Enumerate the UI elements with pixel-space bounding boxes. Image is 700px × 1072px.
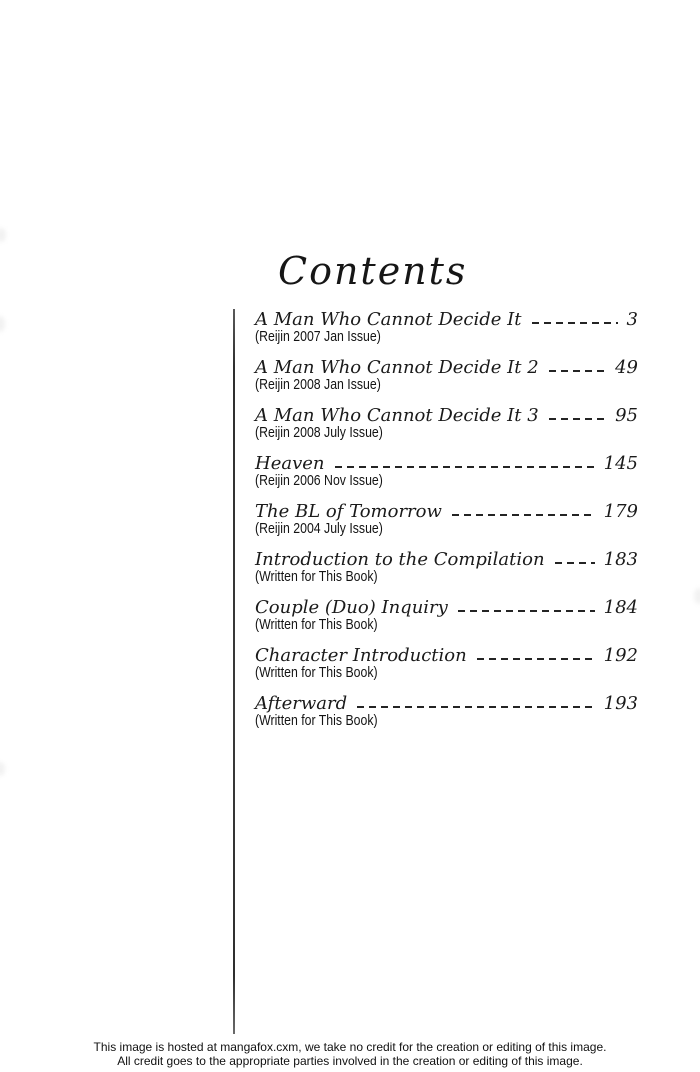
toc-entry-line [255,358,638,377]
dash-leader [477,658,595,660]
toc-entry-page: 184 [603,597,638,618]
dash-leader [335,466,595,468]
toc-entry-line [255,454,638,473]
toc-entry-title: Introduction to the Compilation [255,549,545,570]
scan-smudge [694,588,700,604]
toc-entry [255,694,638,742]
dash-leader [549,370,606,372]
toc-entry-page: 192 [603,645,638,666]
dash-leader [549,418,606,420]
toc-entry-subtitle: (Written for This Book) [255,664,378,681]
toc-entry-subtitle: (Reijin 2007 Jan Issue) [255,328,381,345]
dash-leader [452,514,595,516]
scan-smudge [0,316,5,332]
toc-entry-title: A Man Who Cannot Decide It 2 [255,357,539,378]
hosting-notice-line2: All credit goes to the appropriate parties involved in the creation or editing of this image. [117,1054,583,1068]
toc-entry-page: 95 [615,405,638,426]
toc-entry [255,550,638,598]
toc-entry-title: The BL of Tomorrow [255,501,442,522]
toc-entry-title: Couple (Duo) Inquiry [255,597,448,618]
dash-leader [555,562,595,564]
toc-entry [255,646,638,694]
page-spine-line [233,309,235,1034]
toc-entry [255,454,638,502]
hosting-notice [0,1040,700,1068]
toc-entry [255,406,638,454]
toc-entry-line [255,502,638,521]
hosting-notice-line1: This image is hosted at mangafox.cxm, we take no credit for the creation or editing of this image. [93,1040,607,1054]
scan-smudge [0,228,6,242]
toc-entry-subtitle: (Written for This Book) [255,568,378,585]
toc-entry [255,598,638,646]
dash-leader [357,706,595,708]
toc-entry [255,358,638,406]
page-title: Contents [278,249,468,293]
toc-entry-page: 183 [603,549,638,570]
dash-leader [532,322,618,324]
dash-leader [458,610,595,612]
toc-entry-subtitle: (Reijin 2008 Jan Issue) [255,376,381,393]
toc-entry-subtitle: (Written for This Book) [255,616,378,633]
toc-entry-title: A Man Who Cannot Decide It 3 [255,405,539,426]
table-of-contents [255,310,638,742]
toc-entry-page: 193 [603,693,638,714]
toc-entry-line [255,646,638,665]
toc-entry-page: 3 [626,309,638,330]
toc-entry-title: Afterward [255,693,348,714]
toc-entry-subtitle: (Written for This Book) [255,712,378,729]
toc-entry-subtitle: (Reijin 2004 July Issue) [255,520,383,537]
toc-entry-subtitle: (Reijin 2006 Nov Issue) [255,472,383,489]
toc-entry-line [255,598,638,617]
toc-entry-line [255,406,638,425]
toc-entry-page: 179 [603,501,638,522]
toc-entry [255,502,638,550]
toc-entry-subtitle: (Reijin 2008 July Issue) [255,424,383,441]
toc-entry-line [255,310,638,329]
toc-entry-title: Character Introduction [255,645,467,666]
toc-entry-line [255,694,638,713]
scan-smudge [0,762,5,776]
toc-entry-line [255,550,638,569]
toc-entry-title: Heaven [255,453,325,474]
toc-entry [255,310,638,358]
toc-entry-title: A Man Who Cannot Decide It [255,309,522,330]
toc-entry-page: 145 [603,453,638,474]
toc-entry-page: 49 [615,357,638,378]
